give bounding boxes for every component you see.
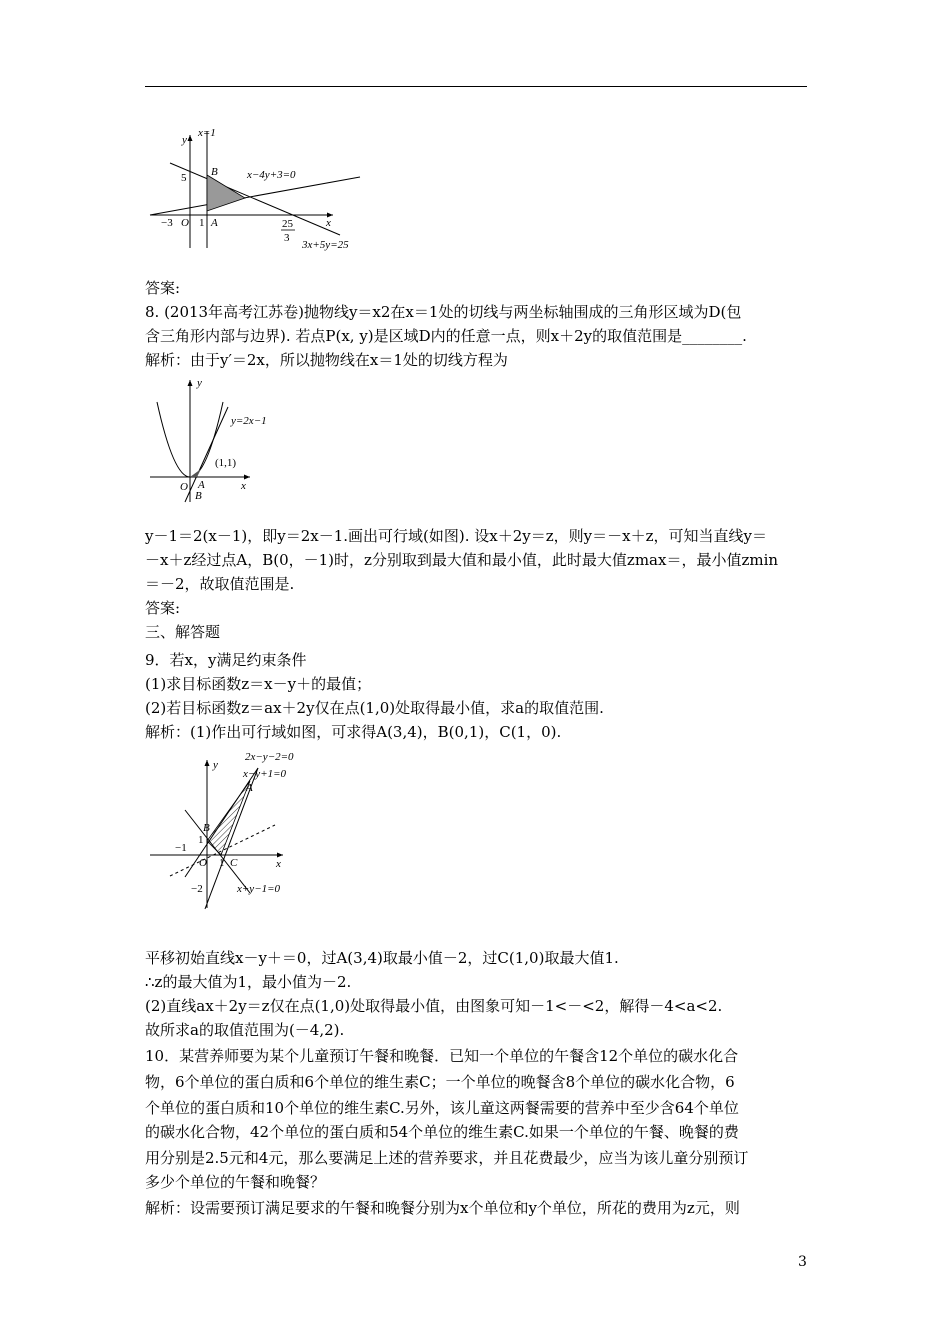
- label-y-axis: y: [197, 377, 202, 389]
- analysis-8-line-1: 解析：由于y′＝2x，所以抛物线在x＝1处的切线方程为: [145, 351, 508, 369]
- section-heading: 三、解答题: [145, 623, 221, 641]
- problem-10-line-3: 个单位的蛋白质和10个单位的维生素C.另外，该儿童这两餐需要的营养中至少含64个单位: [145, 1099, 739, 1117]
- label-B: B: [195, 490, 202, 502]
- label-y-axis: y: [213, 759, 218, 771]
- label-line-x-y-1: x−y+1=0: [243, 768, 287, 780]
- label-line-2: 3x+5y=25: [302, 239, 349, 251]
- problem-9-part-1: (1)求目标函数z＝x－y＋的最值；: [145, 675, 372, 693]
- figure-parabola-tangent: [145, 372, 270, 507]
- problem-10-line-5: 用分别是2.5元和4元，那么要满足上述的营养要求，并且花费最少，应当为该儿童分别预订: [145, 1149, 749, 1167]
- label-x-axis: x: [241, 480, 246, 492]
- label-origin: O: [180, 481, 188, 493]
- label-y-axis: y: [182, 134, 187, 146]
- analysis-8-line-4: ＝－2，故取值范围是.: [145, 575, 295, 593]
- analysis-10-line-1: 解析：设需要预订满足要求的午餐和晚餐分别为x个单位和y个单位，所花的费用为z元，则: [145, 1199, 740, 1217]
- label-line-2x-y-2: 2x−y−2=0: [245, 751, 294, 763]
- label-one-x: 1: [219, 857, 225, 869]
- problem-10-line-4: 的碳水化合物，42个单位的蛋白质和54个单位的维生素C.如果一个单位的午餐、晚餐的费: [145, 1123, 739, 1141]
- label-A: A: [211, 217, 218, 229]
- label-C: C: [230, 857, 238, 869]
- label-frac-den: 3: [284, 232, 290, 244]
- analysis-8-line-2: y－1＝2(x－1)，即y＝2x－1.画出可行域(如图). 设x＋2y＝z，则y＝－x＋z，可知当直线y＝: [145, 527, 767, 545]
- problem-8-line-1: 8. (2013年高考江苏卷)抛物线y＝x2在x＝1处的切线与两坐标轴围成的三角形区域为D(包: [145, 303, 742, 321]
- label-x-axis: x: [326, 217, 331, 229]
- label-A: A: [246, 782, 253, 794]
- analysis-9-line-3: ∴z的最大值为1，最小值为－2.: [145, 973, 352, 991]
- answer-label: 答案:: [145, 599, 181, 617]
- header-rule: [145, 86, 807, 87]
- problem-9-part-2: (2)若目标函数z＝ax＋2y仅在点(1,0)处取得最小值，求a的取值范围.: [145, 699, 604, 717]
- label-A: A: [198, 479, 205, 491]
- label-x-eq-1: x=1: [198, 127, 216, 139]
- problem-10-line-6: 多少个单位的午餐和晚餐？: [145, 1173, 326, 1191]
- label-frac-num: 25: [282, 218, 293, 230]
- label-neg2: −2: [191, 883, 203, 895]
- analysis-9-line-5: 故所求a的取值范围为(－4,2).: [145, 1021, 345, 1039]
- problem-9-line-1: 9．若x，y满足约束条件: [145, 651, 307, 669]
- label-line-x-plus-y: x+y−1=0: [237, 883, 281, 895]
- analysis-9-line-1: 解析：(1)作出可行域如图，可求得A(3,4)，B(0,1)，C(1，0).: [145, 723, 562, 741]
- label-one-y: 1: [198, 834, 204, 846]
- label-point-1-1: (1,1): [215, 457, 237, 469]
- label-B: B: [203, 822, 210, 834]
- problem-10-line-2: 物，6个单位的蛋白质和6个单位的维生素C；一个单位的晚餐含8个单位的碳水化合物，6: [145, 1073, 735, 1091]
- answer-label: 答案:: [145, 279, 181, 297]
- analysis-8-line-3: －x＋z经过点A，B(0，－1)时，z分别取到最大值和最小值，此时最大值zmax＝，最小值zmin: [145, 551, 779, 569]
- analysis-9-line-2: 平移初始直线x－y＋＝0，过A(3,4)取最小值－2，过C(1,0)取最大值1.: [145, 949, 619, 967]
- figure-feasible-region: [145, 748, 320, 913]
- label-one: 1: [199, 217, 205, 229]
- page-number: 3: [798, 1254, 807, 1270]
- problem-10-line-1: 10．某营养师要为某个儿童预订午餐和晚餐．已知一个单位的午餐含12个单位的碳水化合: [145, 1047, 739, 1065]
- label-origin: O: [181, 217, 189, 229]
- label-tangent-line: y=2x−1: [231, 415, 267, 427]
- analysis-9-line-4: (2)直线ax＋2y＝z仅在点(1,0)处取得最小值，由图象可知－1<－<2，解得－4<a<2.: [145, 997, 723, 1015]
- problem-8-line-2: 含三角形内部与边界). 若点P(x, y)是区域D内的任意一点，则x＋2y的取值范围是________.: [145, 327, 747, 345]
- label-x-axis: x: [276, 858, 281, 870]
- label-neg3: −3: [161, 217, 173, 229]
- label-five: 5: [181, 172, 187, 184]
- label-B: B: [211, 166, 218, 178]
- label-neg1: −1: [175, 842, 187, 854]
- label-line-1: x−4y+3=0: [247, 169, 296, 181]
- label-origin: O: [199, 857, 207, 869]
- figure-region-triangle: [145, 123, 375, 258]
